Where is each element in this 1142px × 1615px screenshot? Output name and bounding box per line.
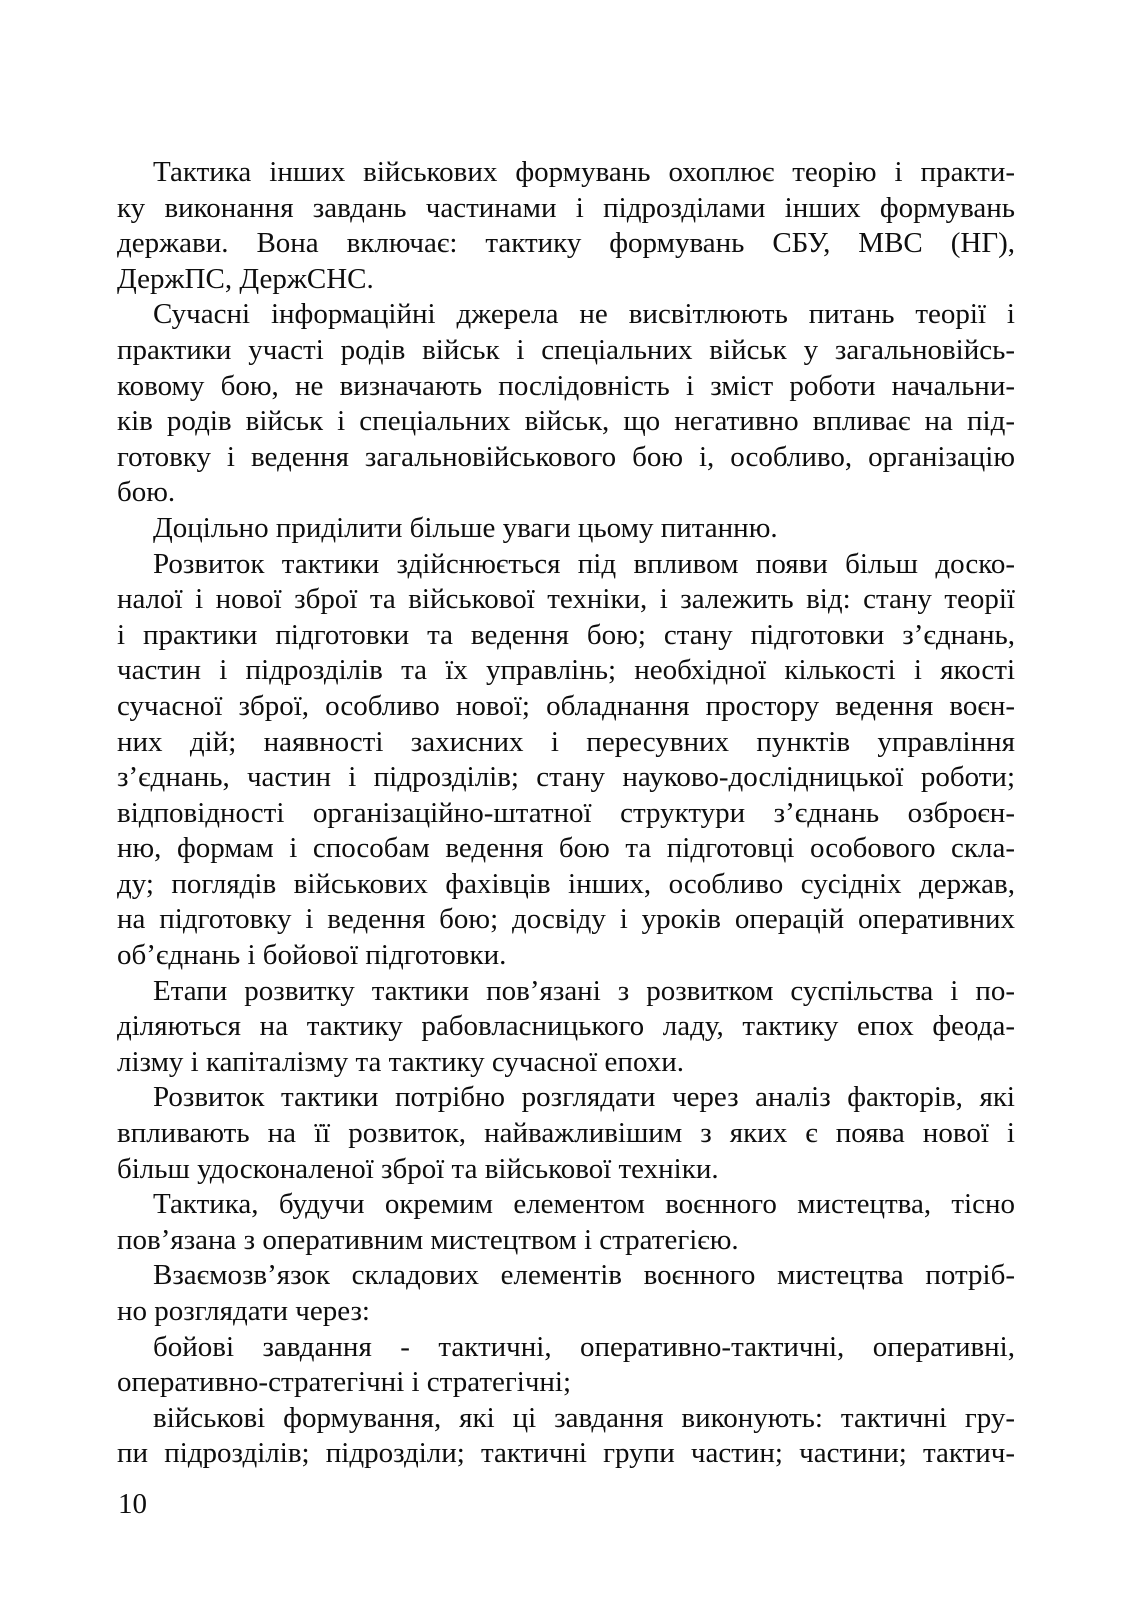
- text-line: практики участі родів військ і спеціальних військ у загальновійсь-: [117, 333, 1015, 366]
- text-line: діляються на тактику рабовласницького ладу, тактику епох феода-: [117, 1010, 1015, 1043]
- text-line: но розглядати через:: [117, 1295, 370, 1327]
- text-line: лізму і капіталізму та тактику сучасної епохи.: [117, 1045, 684, 1078]
- text-line: Етапи розвитку тактики пов’язані з розвитком суспільства і по-: [153, 974, 1015, 1007]
- text-line: Тактика, будучи окремим елементом воєнного мистецтва, тісно: [153, 1188, 1015, 1221]
- text-line: держави. Вона включає: тактику формувань СБУ, МВС (НГ),: [117, 227, 1015, 260]
- text-line: ку виконання завдань частинами і підрозділами інших формувань: [117, 191, 1015, 224]
- page-number: 10: [118, 1488, 147, 1520]
- text-line: Розвиток тактики потрібно розглядати через аналіз факторів, які: [153, 1081, 1015, 1114]
- text-line: впливають на її розвиток, найважливішим з яких є поява нової і: [117, 1117, 1015, 1150]
- text-line: Тактика інших військових формувань охоплює теорію і практи-: [153, 156, 1015, 188]
- text-line: на підготовку і ведення бою; досвіду і уроків операцій оперативних: [117, 903, 1015, 936]
- text-line: пов’язана з оперативним мистецтвом і стратегією.: [117, 1223, 739, 1256]
- text-line: бою.: [117, 476, 176, 509]
- text-line: бойові завдання - тактичні, оперативно-тактичні, оперативні,: [153, 1330, 1015, 1363]
- text-line: налої і нової зброї та військової техніки, і залежить від: стану теорії: [117, 583, 1015, 616]
- text-line: ків родів військ і спеціальних військ, що негативно впливає на під-: [117, 405, 1015, 438]
- text-line: них дій; наявності захисних і пересувних пунктів управління: [117, 725, 1015, 758]
- text-line: з’єднань, частин і підрозділів; стану науково-дослідницької роботи;: [117, 761, 1015, 794]
- text-line: сучасної зброї, особливо нової; обладнання простору ведення воєн-: [117, 689, 1015, 722]
- text-line: Взаємозв’язок складових елементів воєнного мистецтва потріб-: [153, 1259, 1015, 1292]
- text-line: оперативно-стратегічні і стратегічні;: [117, 1366, 572, 1399]
- text-line: відповідності організаційно-штатної структури з’єднань озброєн-: [117, 796, 1015, 829]
- text-line: частин і підрозділів та їх управлінь; необхідної кількості і якості: [117, 654, 1015, 687]
- text-line: військові формування, які ці завдання виконують: тактичні гру-: [153, 1401, 1015, 1434]
- text-line: і практики підготовки та ведення бою; стану підготовки з’єднань,: [117, 618, 1015, 651]
- text-line: ду; поглядів військових фахівців інших, особливо сусідніх держав,: [117, 867, 1015, 900]
- text-line: готовку і ведення загальновійськового бою і, особливо, організацію: [117, 440, 1015, 473]
- text-line: більш удосконаленої зброї та військової техніки.: [117, 1152, 719, 1185]
- text-line: об’єднань і бойової підготовки.: [117, 939, 507, 972]
- text-line: ДержПС, ДержСНС.: [117, 262, 374, 295]
- text-block: [117, 155, 1015, 1472]
- text-line: Сучасні інформаційні джерела не висвітлюють питань теорії і: [153, 298, 1015, 331]
- text-line: Доцільно приділити більше уваги цьому питанню.: [153, 511, 778, 544]
- text-line: пи підрозділів; підрозділи; тактичні групи частин; частини; тактич-: [117, 1437, 1015, 1470]
- text-line: ню, формам і способам ведення бою та підготовці особового скла-: [117, 832, 1015, 865]
- text-line: ковому бою, не визначають послідовність і зміст роботи начальни-: [117, 369, 1015, 402]
- text-line: Розвиток тактики здійснюється під впливом появи більш доско-: [153, 547, 1015, 580]
